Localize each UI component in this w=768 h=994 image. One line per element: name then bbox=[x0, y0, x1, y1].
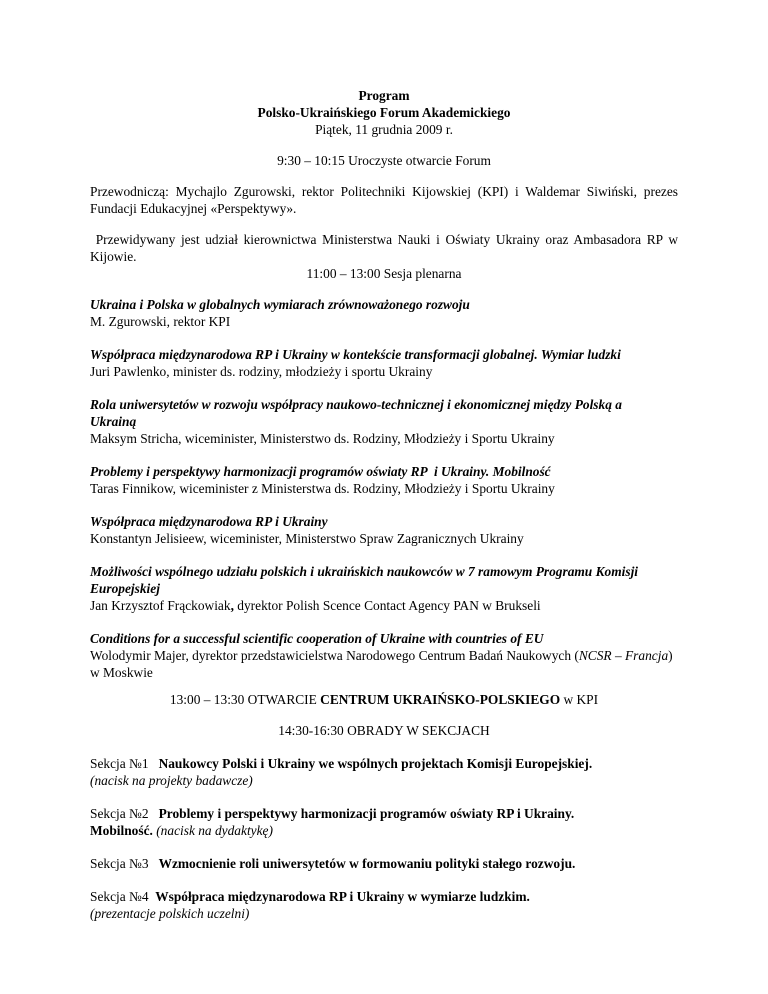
section-note: (prezentacje polskich uczelni) bbox=[90, 906, 250, 921]
section-title: Naukowcy Polski i Ukrainy we wspólnych projektach Komisji Europejskiej. bbox=[158, 756, 593, 771]
talk-speaker: Maksym Stricha, wiceminister, Ministerstwo ds. Rodziny, Młodzieży i Sportu Ukrainy bbox=[90, 431, 555, 446]
talk-1 bbox=[90, 296, 678, 330]
talk-5 bbox=[90, 513, 678, 547]
section-line bbox=[90, 755, 678, 772]
section-3 bbox=[90, 855, 678, 872]
header-subtitle: Polsko-Ukraińskiego Forum Akademickiego bbox=[257, 105, 511, 120]
section-line bbox=[90, 888, 678, 905]
talk-title: Współpraca międzynarodowa RP i Ukrainy w kontekście transformacji globalnej. Wymiar ludzki bbox=[90, 347, 621, 362]
talk-4 bbox=[90, 463, 678, 497]
speaker-comma: , bbox=[230, 598, 234, 613]
talk-title: Rola uniwersytetów w rozwoju współpracy naukowo-technicznej i ekonomicznej między Polską a Ukrainą bbox=[90, 397, 622, 429]
speaker-text-end: ) w Moskwie bbox=[90, 648, 673, 680]
section-sep bbox=[149, 806, 159, 821]
section-label: Sekcja №1 bbox=[90, 756, 149, 771]
talk-title: Ukraina i Polska w globalnych wymiarach zrównoważonego rozwoju bbox=[90, 297, 470, 312]
centre-name: CENTRUM UKRAIŃSKO-POLSKIEGO bbox=[320, 692, 561, 707]
section-title: Wzmocnienie roli uniwersytetów w formowaniu polityki stałego rozwoju. bbox=[158, 856, 576, 871]
section-2 bbox=[90, 805, 678, 839]
section-line bbox=[90, 855, 678, 872]
section-note: (nacisk na projekty badawcze) bbox=[90, 773, 253, 788]
talk-speaker bbox=[90, 647, 678, 681]
talk-2 bbox=[90, 346, 678, 380]
centre-place: w KPI bbox=[560, 692, 599, 707]
section-title: Współpraca międzynarodowa RP i Ukrainy w wymiarze ludzkim. bbox=[155, 889, 530, 904]
opening-time-title: 9:30 – 10:15 Uroczyste otwarcie Forum bbox=[277, 153, 491, 168]
plenary-title: 11:00 – 13:00 Sesja plenarna bbox=[306, 266, 462, 281]
section-label: Sekcja №4 bbox=[90, 889, 149, 904]
section-label: Sekcja №2 bbox=[90, 806, 149, 821]
header-date: Piątek, 11 grudnia 2009 r. bbox=[315, 122, 453, 137]
centre-opening bbox=[90, 691, 678, 708]
speaker-name: Jan Krzysztof Frąckowiak bbox=[90, 598, 231, 613]
section-sep bbox=[149, 856, 159, 871]
program-header bbox=[90, 87, 678, 138]
header-title: Program bbox=[358, 88, 410, 103]
talk-speaker: Konstantyn Jelisieew, wiceminister, Ministerstwo Spraw Zagranicznych Ukrainy bbox=[90, 531, 524, 546]
talk-speaker bbox=[90, 597, 678, 614]
talk-speaker: Taras Finnikow, wiceminister z Ministerstwa ds. Rodziny, Młodzieży i Sportu Ukrainy bbox=[90, 481, 555, 496]
speaker-org: NCSR – Francja bbox=[578, 648, 669, 663]
talk-speaker: Juri Pawlenko, minister ds. rodziny, młodzieży i sportu Ukrainy bbox=[90, 364, 433, 379]
talk-title: Conditions for a successful scientific cooperation of Ukraine with countries of EU bbox=[90, 631, 544, 646]
section-line bbox=[90, 805, 678, 822]
talk-7 bbox=[90, 630, 678, 681]
talk-3 bbox=[90, 396, 678, 447]
section-1 bbox=[90, 755, 678, 789]
section-label: Sekcja №3 bbox=[90, 856, 149, 871]
section-4 bbox=[90, 888, 678, 922]
talk-title: Współpraca międzynarodowa RP i Ukrainy bbox=[90, 514, 328, 529]
section-note: (nacisk na dydaktykę) bbox=[152, 823, 273, 838]
talk-title: Możliwości wspólnego udziału polskich i ukraińskich naukowców w 7 ramowym Programu Komisji Europejskiej bbox=[90, 564, 639, 596]
speaker-role: dyrektor Polish Scence Contact Agency PAN w Brukseli bbox=[233, 598, 541, 613]
speaker-text: Wolodymir Majer, dyrektor przedstawicielstwa Narodowego Centrum Badań Naukowych ( bbox=[90, 648, 579, 663]
opening-expected: Przewidywany jest udział kierownictwa Ministerstwa Nauki i Oświaty Ukrainy oraz Ambasadora RP w Kijowie. bbox=[90, 232, 682, 264]
section-title: Problemy i perspektywy harmonizacji programów oświaty RP i Ukrainy. bbox=[158, 806, 575, 821]
section-sep bbox=[149, 756, 159, 771]
sections-title: 14:30-16:30 OBRADY W SEKCJACH bbox=[278, 723, 490, 738]
centre-time: 13:00 – 13:30 OTWARCIE bbox=[169, 692, 321, 707]
opening-chairs: Przewodniczą: Mychajlo Zgurowski, rektor Politechniki Kijowskiej (KPI) i Waldemar Siwiński, prezes Fundacji Edukacyjnej «Perspektywy». bbox=[90, 184, 682, 216]
talk-6 bbox=[90, 563, 678, 614]
section-line-2 bbox=[90, 822, 678, 839]
talk-title: Problemy i perspektywy harmonizacji programów oświaty RP i Ukrainy. Mobilność bbox=[90, 464, 551, 479]
talk-speaker: M. Zgurowski, rektor KPI bbox=[90, 314, 231, 329]
section-title-2: Mobilność. bbox=[90, 823, 153, 838]
